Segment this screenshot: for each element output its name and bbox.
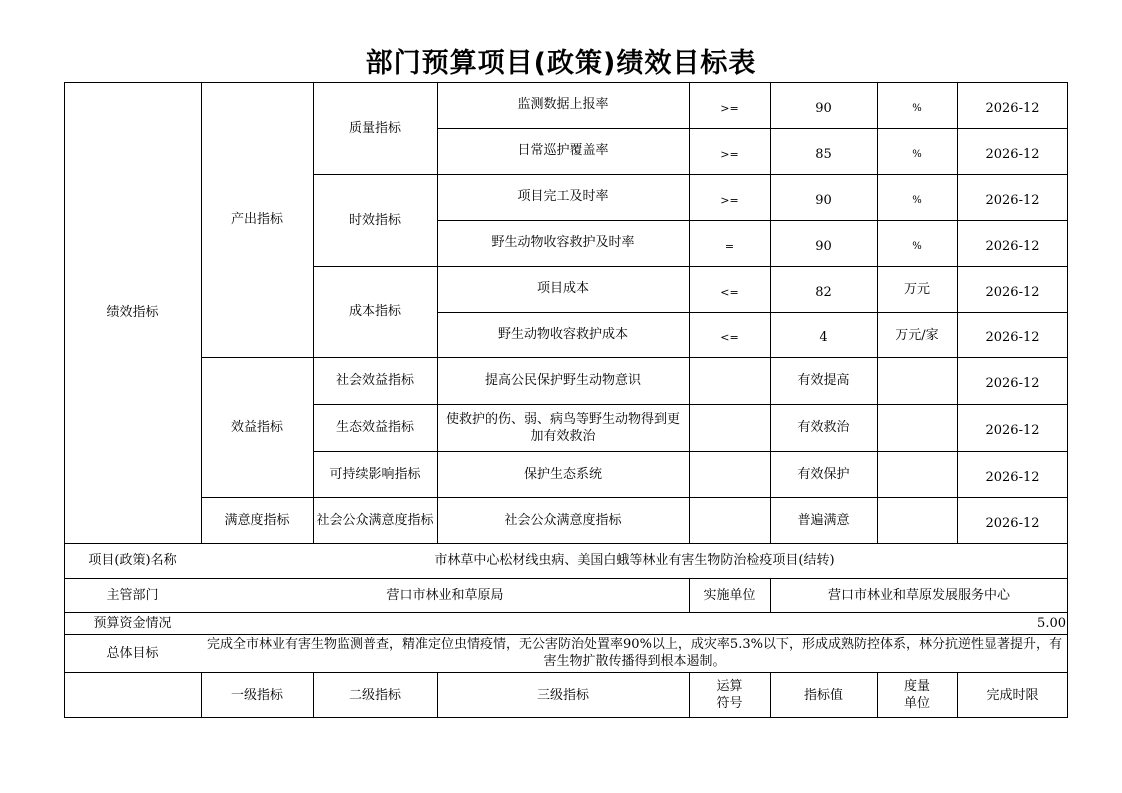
indicator-value: 4 (819, 330, 828, 345)
dept-value: 营口市林业和草原局 (386, 587, 504, 603)
indicator-deadline: 2026-12 (985, 469, 1040, 485)
level1-label: 绩效指标 (106, 305, 159, 320)
header-operator: 运算 符号 (716, 679, 743, 711)
indicator-deadline: 2026-12 (985, 423, 1040, 438)
indicator-operator: >= (720, 147, 739, 161)
indicator-value: 有效提高 (797, 373, 850, 388)
impl-label: 实施单位 (703, 587, 756, 603)
indicator-name: 监测数据上报率 (517, 97, 609, 112)
indicator-unit (877, 497, 957, 543)
indicator-operator (689, 451, 770, 497)
header-level2: 二级指标 (348, 687, 401, 703)
indicator-deadline: 2026-12 (985, 515, 1040, 531)
header-value: 指标值 (803, 687, 843, 703)
indicator-operator (689, 357, 770, 404)
indicator-operator: >= (720, 101, 739, 115)
funds-value: 5.00 (1037, 615, 1066, 631)
indicator-name: 项目完工及时率 (517, 189, 609, 204)
funds-label: 预算资金情况 (93, 615, 172, 631)
indicator-name: 野生动物收容救护成本 (497, 327, 628, 342)
indicator-name: 提高公民保护野生动物意识 (484, 373, 641, 388)
sustainable-impact-label: 可持续影响指标 (329, 466, 421, 482)
indicator-operator (689, 404, 770, 451)
indicator-unit (877, 451, 957, 497)
indicator-unit: % (912, 240, 922, 252)
indicator-operator: <= (720, 331, 739, 344)
indicator-operator (689, 497, 770, 543)
header-deadline: 完成时限 (986, 687, 1039, 703)
eco-benefit-label: 生态效益指标 (335, 420, 414, 435)
indicator-name: 使救护的伤、弱、病鸟等野生动物得到更加有效救治 (445, 411, 680, 444)
indicator-unit (877, 404, 957, 451)
benefit-indicator-label: 效益指标 (230, 419, 283, 435)
indicator-deadline: 2026-12 (985, 238, 1040, 254)
output-indicator-label: 产出指标 (230, 212, 283, 227)
indicator-unit: 万元/家 (895, 328, 939, 343)
indicator-value: 普遍满意 (797, 512, 850, 528)
page-title: 部门预算项目(政策)绩效目标表 (365, 48, 757, 79)
indicator-name: 保护生态系统 (523, 466, 602, 482)
indicator-value: 82 (815, 284, 832, 300)
indicator-name: 日常巡护覆盖率 (517, 143, 609, 158)
cost-indicator-label: 成本指标 (348, 304, 401, 319)
public-satisfaction-label: 社会公众满意度指标 (316, 512, 434, 528)
indicator-deadline: 2026-12 (985, 146, 1040, 162)
indicator-deadline: 2026-12 (985, 100, 1040, 116)
indicator-value: 90 (815, 100, 832, 116)
satisfaction-indicator-label: 满意度指标 (224, 512, 290, 528)
indicator-unit (877, 357, 957, 404)
indicator-deadline: 2026-12 (985, 376, 1040, 391)
impl-value: 营口市林业和草原发展服务中心 (827, 587, 1010, 603)
quality-indicator-label: 质量指标 (348, 120, 401, 136)
indicator-deadline: 2026-12 (985, 330, 1040, 345)
indicator-unit: % (912, 148, 922, 160)
indicator-value: 85 (815, 146, 832, 162)
indicator-operator: <= (720, 285, 739, 299)
header-level3: 三级指标 (536, 687, 589, 703)
indicator-name: 社会公众满意度指标 (504, 512, 622, 528)
indicator-operator: >= (720, 193, 739, 207)
timeliness-indicator-label: 时效指标 (348, 212, 401, 228)
indicator-deadline: 2026-12 (985, 284, 1040, 300)
indicator-name: 野生动物收容救护及时率 (491, 235, 635, 250)
indicator-unit: % (912, 194, 922, 206)
dept-label: 主管部门 (106, 587, 159, 603)
indicator-value: 有效救治 (797, 420, 850, 435)
project-name-value: 市林草中心松材线虫病、美国白蛾等林业有害生物防治检疫项目(结转) (434, 553, 835, 568)
indicator-name: 项目成本 (536, 281, 589, 296)
indicator-operator: = (724, 239, 735, 253)
indicator-value: 有效保护 (797, 466, 850, 482)
indicator-deadline: 2026-12 (985, 192, 1040, 208)
header-level1: 一级指标 (230, 687, 283, 703)
indicator-value: 90 (815, 238, 832, 254)
goal-label: 总体目标 (106, 645, 159, 661)
indicator-unit: 万元 (903, 282, 930, 297)
social-benefit-label: 社会效益指标 (335, 373, 414, 388)
header-unit: 度量 单位 (903, 679, 930, 711)
project-name-label: 项目(政策)名称 (88, 553, 177, 568)
indicator-value: 90 (815, 192, 832, 208)
goal-value: 完成全市林业有害生物监测普查，精准定位虫情疫情，无公害防治处置率90%以上，成灾率5.3%以下，形成成熟防控体系，林分抗逆性显著提升，有害生物扩散传播得到根本遏制。 (207, 637, 1062, 669)
indicator-unit: % (912, 102, 922, 114)
